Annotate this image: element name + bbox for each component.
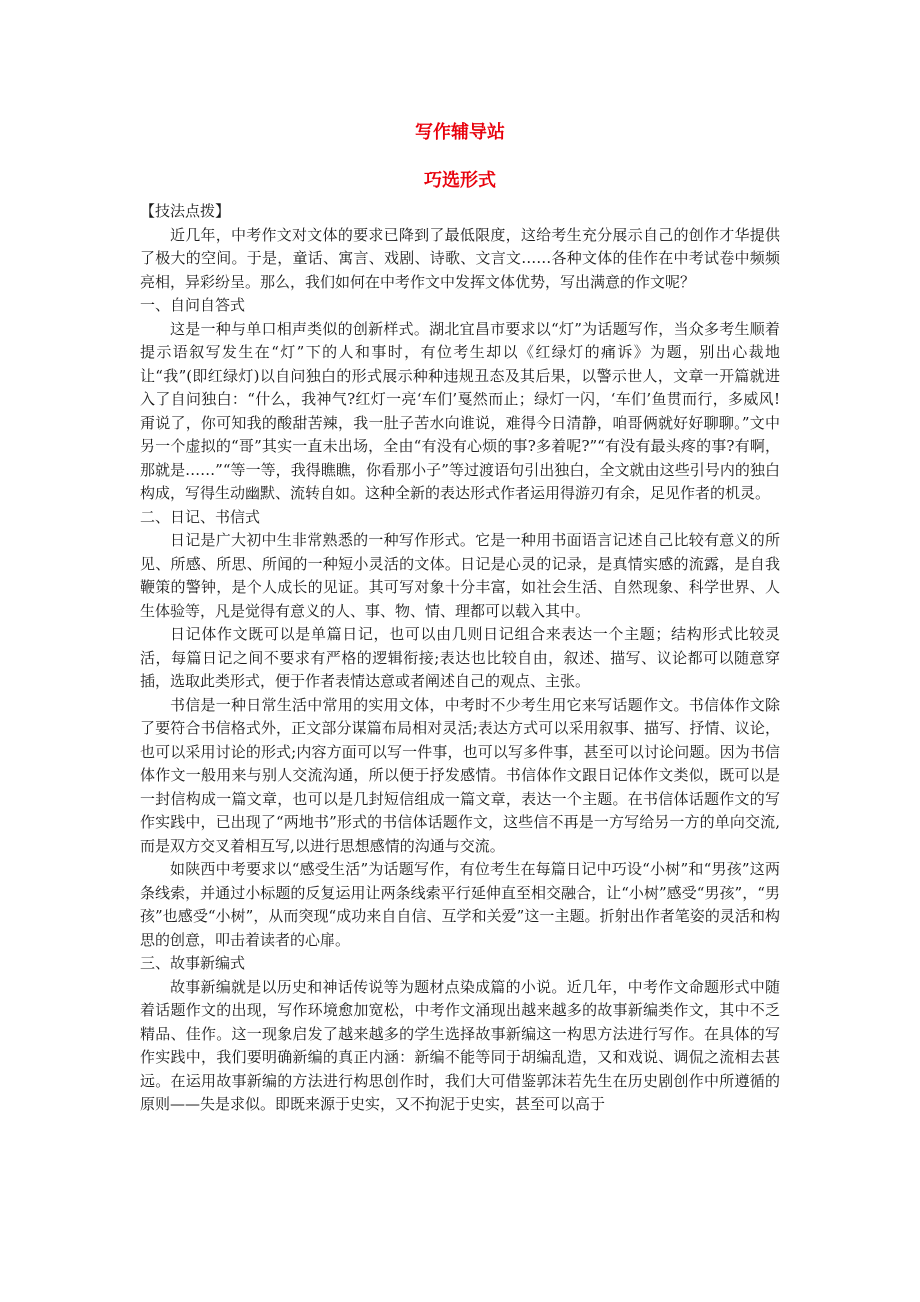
document-page	[140, 120, 780, 1117]
page-title: 写作辅导站	[415, 122, 505, 143]
section-2-paragraph-3: 书信是一种日常生活中常用的实用文体，中考时不少考生用它来写话题作文。书信体作文除了要符合书信格式外，正文部分谋篇布局相对灵活;表达方式可以采用叙事、描写、抒情、议论，也可以采用讨论的形式;内容方面可以写一件事，也可以写多件事，甚至可以讨论问题。因为书信体作文一般用来与别人交流沟通，所以便于抒发感情。书信体作文跟日记体作文类似，既可以是一封信构成一篇文章，也可以是几封短信组成一篇文章，表达一个主题。在书信体话题作文的写作实践中，已出现了“两地书”形式的书信体话题作文，这些信不再是一方写给另一方的单向交流,而是双方交叉着相互写,以进行思想感情的沟通与交流。	[140, 695, 780, 855]
section-2-heading: 二、日记、书信式	[140, 507, 261, 526]
intro-heading: 【技法点拨】	[140, 202, 231, 220]
section-2-paragraph-4: 如陕西中考要求以“感受生活”为话题写作，有位考生在每篇日记中巧设“小树”和“男孩”这两条线索，并通过小标题的反复运用让两条线索平行延伸直至相交融合，让“小树”感受“男孩”，“男孩”也感受“小树”，从而突现“成功来自自信、互学和关爱”这一主题。折射出作者笔姿的灵活和构思的创意，叩击着读者的心扉。	[140, 860, 780, 949]
section-3-heading: 三、故事新编式	[140, 954, 246, 972]
section-3-paragraph-1: 故事新编就是以历史和神话传说等为题材点染成篇的小说。近几年，中考作文命题形式中随着话题作文的出现，写作环境愈加宽松，中考作文涌现出越来越多的故事新编类作文，其中不乏精品、佳作。这一现象启发了越来越多的学生选择故事新编这一构思方法进行写作。在具体的写作实践中，我们要明确新编的真正内涵：新编不能等同于胡编乱造，又和戏说、调侃之流相去甚远。在运用故事新编的方法进行构思创作时，我们大可借鉴郭沫若先生在历史剧创作中所遵循的原则——失是求似。即既来源于史实，又不拘泥于史实，甚至可以高于	[140, 977, 780, 1113]
intro-paragraph: 近几年，中考作文对文体的要求已降到了最低限度，这给考生充分展示自己的创作才华提供了极大的空间。于是，童话、寓言、戏剧、诗歌、文言文……各种文体的佳作在中考试卷中频频亮相，异彩纷呈。那么，我们如何在中考作文中发挥文体优势，写出满意的作文呢？	[140, 225, 780, 291]
page-subtitle: 巧选形式	[424, 170, 496, 191]
section-1-heading: 一、自问自答式	[140, 296, 246, 314]
section-2-paragraph-1: 日记是广大初中生非常熟悉的一种写作形式。它是一种用书面语言记述自己比较有意义的所见、所感、所思、所闻的一种短小灵活的文体。日记是心灵的记录，是真情实感的流露，是自我鞭策的警钟，是个人成长的见证。其可写对象十分丰富，如社会生活、自然现象、科学世界、人生体验等，凡是觉得有意义的人、事、物、情、理都可以载入其中。	[140, 531, 780, 620]
section-2-paragraph-2: 日记体作文既可以是单篇日记，也可以由几则日记组合来表达一个主题；结构形式比较灵活，每篇日记之间不要求有严格的逻辑衔接;表达也比较自由，叙述、描写、议论都可以随意穿插，选取此类形式，便于作者表情达意或者阐述自己的观点、主张。	[140, 625, 780, 690]
section-1-paragraph-1: 这是一种与单口相声类似的创新样式。湖北宜昌市要求以“灯”为话题写作，当众多考生顺着提示语叙写发生在“灯”下的人和事时，有位考生却以《红绿灯的痛诉》为题，别出心裁地让“我”(即红绿灯)以自问独白的形式展示种种违规丑态及其后果，以警示世人，文章一开篇就进入了自问独白：“什么，我神气?红灯一亮‘车们’戛然而止；绿灯一闪，‘车们’鱼贯而行，多威风!甭说了，你可知我的酸甜苦辣，我一肚子苦水向谁说，难得今日清静，咱哥俩就好好聊聊。”文中另一个虚拟的“哥”其实一直未出场，全由“有没有心烦的事?多着呢?”“有没有最头疼的事?有啊，那就是……”“等一等，我得瞧瞧，你看那小子”等过渡语句引出独白，全文就由这些引号内的独白构成，写得生动幽默、流转自如。这种全新的表达形式作者运用得游刃有余，足见作者的机灵。	[140, 319, 780, 502]
